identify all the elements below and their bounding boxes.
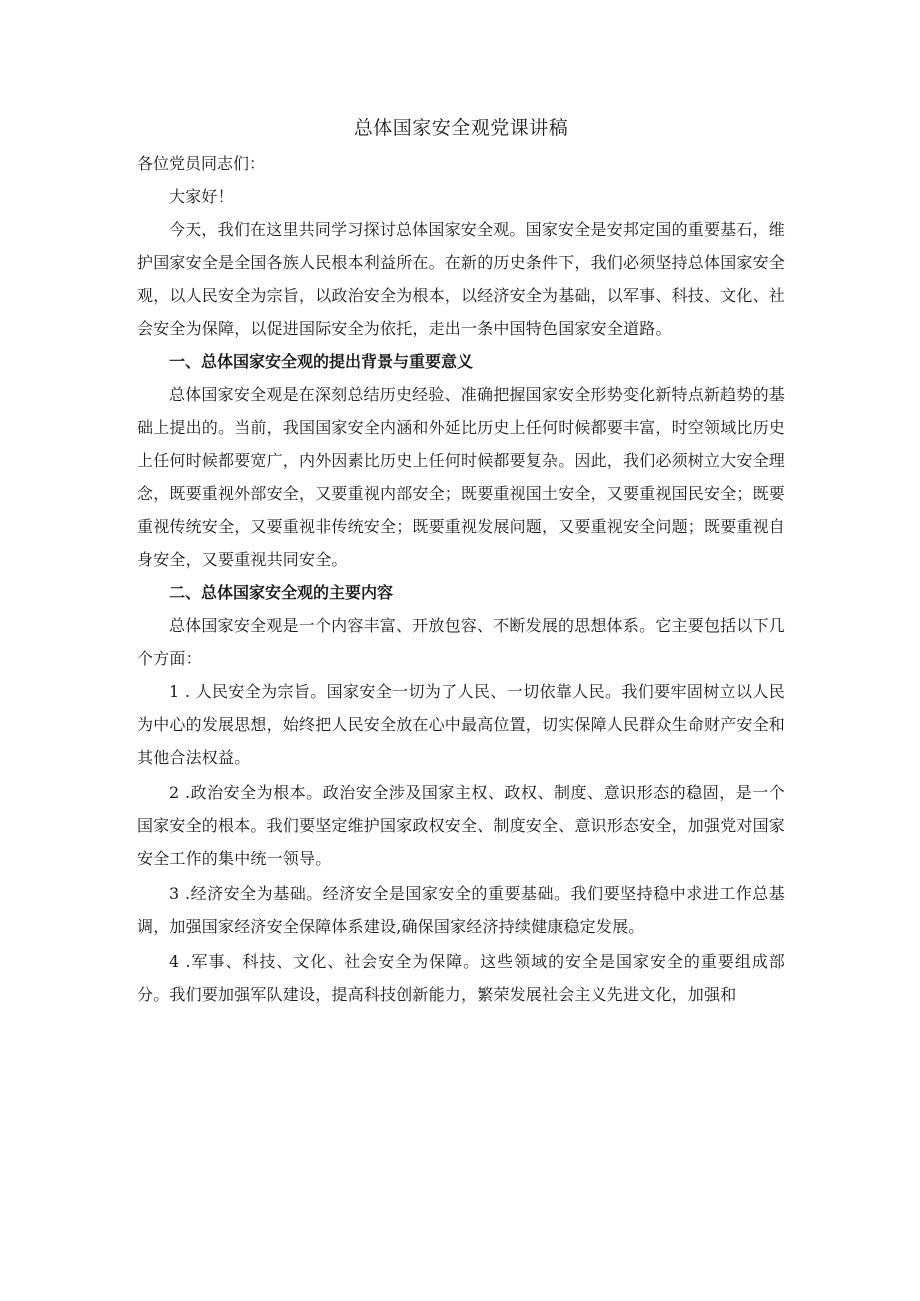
list-item: 3 .经济安全为基础。经济安全是国家安全的重要基础。我们要坚持稳中求进工作总基调，加强国家经济安全保障体系建设,确保国家经济持续健康稳定发展。 — [137, 884, 785, 936]
section-2-body: 总体国家安全观是一个内容丰富、开放包容、不断发展的思想体系。它主要包括以下几个方面： — [137, 616, 785, 668]
greeting: 大家好！ — [169, 187, 234, 206]
section-1-body: 总体国家安全观是在深刻总结历史经验、准确把握国家安全形势变化新特点新趋势的基础上提出的。当前，我国国家安全内涵和外延比历史上任何时候都要丰富，时空领域比历史上任何时候都要宽广，内外因素比历史上任何时候都要复杂。因此，我们必须树立大安全理念，既要重视外部安全，又要重视内部安全；既要重视国土安全，又要重视国民安全；既要重视传统安全，又要重视非传统安全；既要重视发展问题，又要重视安全问题；既要重视自身安全，又要重视共同安全。 — [137, 385, 786, 569]
section-1-heading: 一、总体国家安全观的提出背景与重要意义 — [169, 352, 474, 371]
list-item: 4 .军事、科技、文化、社会安全为保障。这些领域的安全是国家安全的重要组成部分。我们要加强军队建设，提高科技创新能力，繁荣发展社会主义先进文化，加强和 — [137, 952, 785, 1004]
list-item: 2 .政治安全为根本。政治安全涉及国家主权、政权、制度、意识形态的稳固，是一个国家安全的根本。我们要坚定维护国家政权安全、制度安全、意识形态安全，加强党对国家安全工作的集中统一领导。 — [137, 783, 786, 868]
salutation: 各位党员同志们： — [137, 154, 266, 173]
document-title: 总体国家安全观党课讲稿 — [353, 117, 569, 139]
section-2-heading: 二、总体国家安全观的主要内容 — [169, 583, 394, 602]
intro-paragraph: 今天，我们在这里共同学习探讨总体国家安全观。国家安全是安邦定国的重要基石，维护国家安全是全国各族人民根本利益所在。在新的历史条件下，我们必须坚持总体国家安全观，以人民安全为宗旨，以政治安全为根本，以经济安全为基础，以军事、科技、文化、社会安全为保障，以促进国际安全为依托，走出一条中国特色国家安全道路。 — [137, 220, 786, 338]
list-item: 1 . 人民安全为宗旨。国家安全一切为了人民、一切依靠人民。我们要牢固树立以人民为中心的发展思想，始终把人民安全放在心中最高位置，切实保障人民群众生命财产安全和其他合法权益。 — [137, 682, 786, 767]
document-page — [137, 112, 785, 1011]
